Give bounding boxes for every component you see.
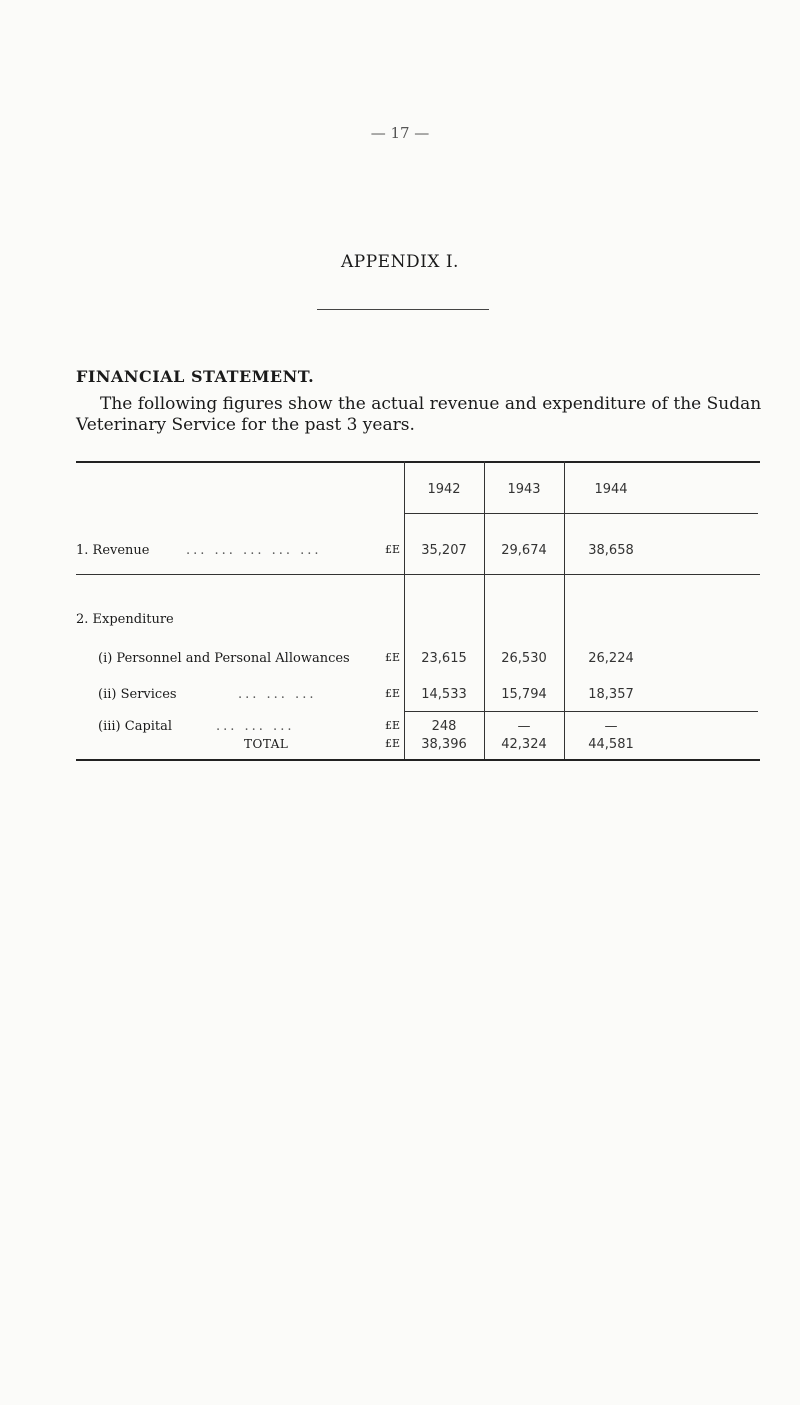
capital-value: —	[604, 719, 618, 734]
leader-dots: ... ... ...	[238, 687, 317, 702]
row-label-text: (i) Personnel and Personal Allowances	[98, 651, 350, 666]
expenditure-value: 14,533	[421, 687, 467, 702]
total-value: 42,324	[501, 737, 547, 752]
expenditure-value: 26,224	[588, 651, 634, 666]
currency-unit: £E	[384, 719, 400, 732]
expenditure-heading: 2. Expenditure	[76, 612, 174, 627]
total-value: 38,396	[421, 737, 467, 752]
appendix-title: APPENDIX I.	[341, 252, 459, 272]
leader-dots: ... ... ...	[216, 719, 295, 734]
table-lower-rows	[76, 461, 760, 761]
expenditure-value: 15,794	[501, 687, 547, 702]
currency-unit: £E	[384, 687, 400, 700]
title-divider	[317, 309, 489, 310]
year-header: 1944	[594, 482, 628, 497]
expenditure-value: 18,357	[588, 687, 634, 702]
year-header: 1943	[507, 482, 541, 497]
page-number: — 17 —	[370, 124, 430, 142]
capital-row	[98, 719, 400, 734]
year-header: 1942	[427, 482, 461, 497]
revenue-value: 35,207	[421, 543, 467, 558]
row-label-text: (iii) Capital	[98, 719, 173, 734]
row-label-text: 1. Revenue	[76, 543, 150, 558]
capital-value: —	[517, 719, 531, 734]
total-value: 44,581	[588, 737, 634, 752]
total-label: TOTAL	[244, 737, 289, 751]
row-label-text: (ii) Services	[98, 687, 177, 702]
currency-unit: £E	[384, 651, 400, 664]
expenditure-value: 23,615	[421, 651, 467, 666]
capital-value: 248	[431, 719, 457, 734]
leader-dots: ... ... ... ... ...	[186, 543, 322, 558]
revenue-value: 29,674	[501, 543, 547, 558]
currency-unit: £E	[384, 737, 400, 750]
expenditure-value: 26,530	[501, 651, 547, 666]
intro-paragraph: The following figures show the actual revenue and expenditure of the Sudan Veterinary Service for the past 3 years.	[76, 394, 762, 435]
currency-unit: £E	[384, 543, 400, 556]
revenue-value: 38,658	[588, 543, 634, 558]
section-heading: FINANCIAL STATEMENT.	[76, 367, 315, 386]
